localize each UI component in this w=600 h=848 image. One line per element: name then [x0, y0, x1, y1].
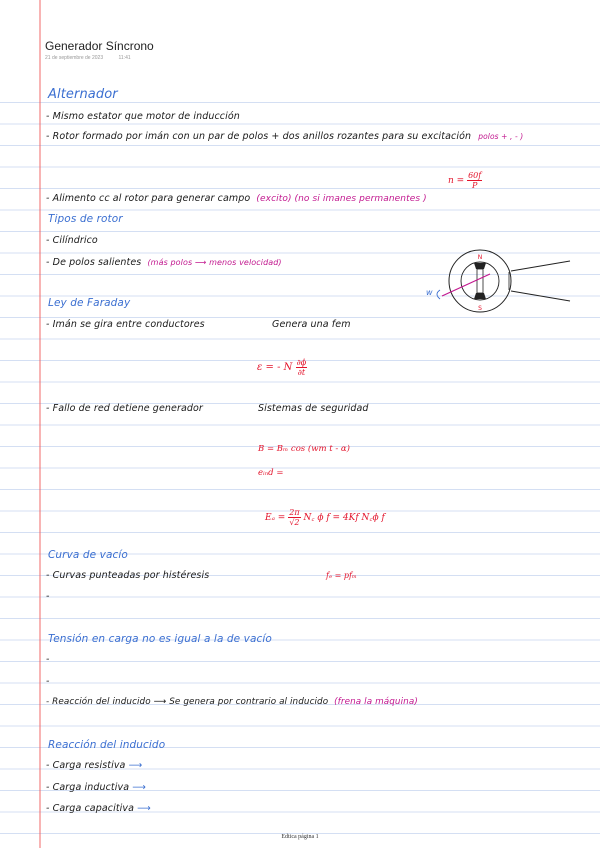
heading-tension-carga: Tensión en carga no es igual a la de vacío: [48, 633, 272, 645]
heading-tipos-rotor: Tipos de rotor: [48, 213, 123, 225]
pole-south-label: S: [478, 305, 482, 312]
formula-field: B = Bₘ cos (wm t - α): [258, 444, 350, 454]
rotor-diagram: [420, 248, 580, 316]
note-line: - Fallo de red detiene generador: [46, 403, 203, 414]
page-timestamp: [45, 55, 145, 61]
heading-curva-vacio: Curva de vacío: [48, 549, 128, 561]
note-line: -: [46, 591, 50, 602]
note-line: - Carga inductiva ⟶: [46, 782, 146, 793]
note-line: -: [46, 654, 50, 665]
note-line: Sistemas de seguridad: [258, 403, 369, 414]
formula-eind: eᵢₙd =: [258, 468, 284, 478]
formula-frequency: fₑ = pfₘ: [326, 571, 357, 580]
page-date: 21 de septiembre de 2023: [45, 55, 104, 61]
page-footer: Edtica página 1: [281, 834, 319, 840]
note-line: - Carga capacitiva ⟶: [46, 803, 151, 814]
note-line: - Mismo estator que motor de inducción: [46, 111, 240, 122]
note-line: Genera una fem: [272, 319, 351, 330]
note-line: - Curvas punteadas por histéresis: [46, 570, 210, 581]
formula-ea: Eₐ = $\frac{2\pi}{√2}$ N꜀ ϕ f = 4Kf N꜀ϕ f: [265, 508, 385, 527]
heading-alternador: Alternador: [48, 87, 118, 102]
page-title: Generador Síncrono: [45, 39, 154, 53]
note-line: -: [46, 676, 50, 687]
note-line: - Imán se gira entre conductores: [46, 319, 205, 330]
note-line: - Rotor formado por imán con un par de polos + dos anillos rozantes para su excitación polos + , - ): [46, 131, 524, 142]
heading-faraday: Ley de Faraday: [48, 297, 131, 309]
omega-label: w: [426, 288, 433, 297]
note-line: - Carga resistiva ⟶: [46, 760, 143, 771]
formula-speed: n = $\frac{60f}{P}$: [448, 171, 482, 190]
note-line: - De polos salientes (más polos ⟶ menos velocidad): [46, 257, 282, 268]
pole-north-label: N: [477, 254, 483, 261]
note-line: - Cilíndrico: [46, 235, 98, 246]
formula-faraday: ε = - N $\frac{\partial\phi}{\partial t}$: [257, 358, 307, 377]
page-time: 11:41: [118, 55, 131, 61]
note-line: - Reacción del inducido ⟶ Se genera por contrario al inducido (frena la máquina): [46, 697, 418, 707]
heading-reaccion-inducido: Reacción del inducido: [48, 739, 166, 751]
note-line: - Alimento cc al rotor para generar campo (excito) (no si imanes permanentes ): [46, 193, 427, 204]
